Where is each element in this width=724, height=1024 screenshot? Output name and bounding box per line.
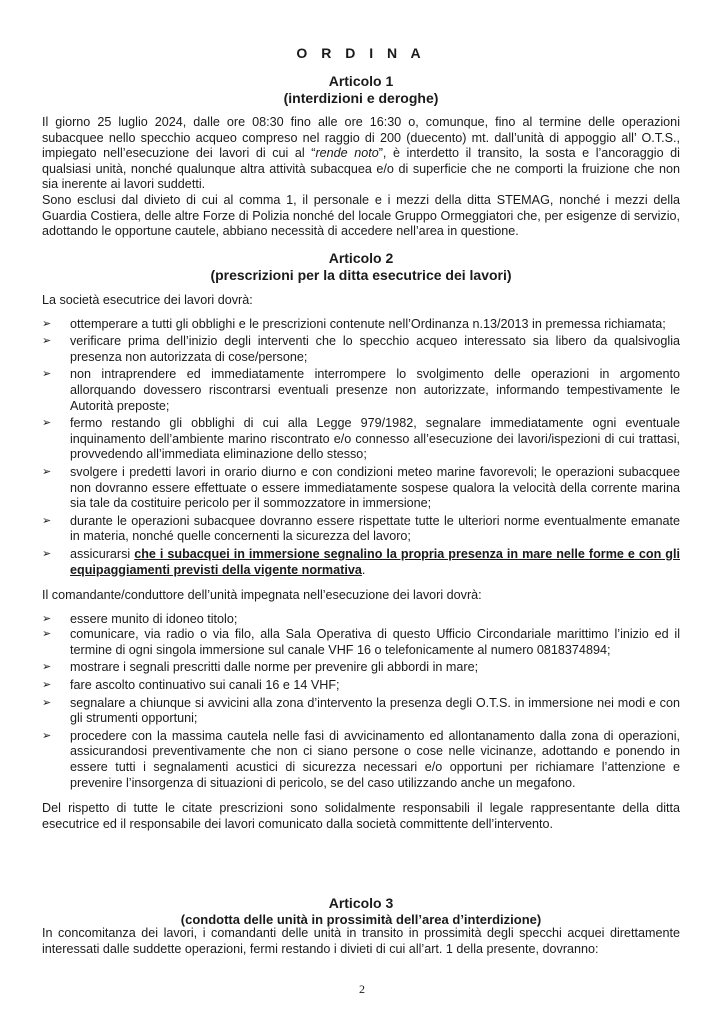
article-1-heading (42, 73, 680, 107)
list-item (42, 696, 680, 727)
page-number: 2 (359, 982, 365, 996)
commander-intro: Il comandante/conduttore dell’unità impegnata nell’esecuzione dei lavori dovrà: (42, 588, 482, 603)
list-item (42, 334, 680, 365)
arrow-bullet-icon: ➢ (42, 417, 52, 430)
list-item-text: procedere con la massima cautela nelle fasi di avvicinamento ed allontanamento dalla zona di operazioni, assicurandosi preventivamente che non ci siano persone o cose nelle vicinanze, adottando e ponendo in essere tutti i segnalamenti acustici di sicurezza necessari e/o opportuni per richiamare l’attenzione e prevenire l’insorgenza di situazioni di pericolo, se del caso utilizzando anche un megafono. (70, 728, 680, 790)
list-item (42, 514, 680, 545)
list-item-text: assicurarsi (70, 546, 135, 561)
article-1-body (42, 115, 680, 240)
article-3-subtitle: (condotta delle unità in prossimità dell’area d’interdizione) (180, 912, 542, 927)
article-2-body (42, 293, 680, 832)
list-item-text: . (361, 562, 366, 577)
commander-obligations-list (42, 612, 680, 792)
arrow-bullet-icon: ➢ (42, 696, 52, 709)
article-1-paragraph-1 (42, 115, 680, 193)
article-3-heading (42, 895, 680, 927)
list-item-text: durante le operazioni subacquee dovranno essere rispettate tutte le ulteriori norme eventualmente emanate in materia, nonché quelle concernenti la sicurezza del lavoro; (70, 513, 680, 544)
list-item (42, 729, 680, 791)
company-intro: La società esecutrice dei lavori dovrà: (42, 293, 253, 307)
list-item-text: fare ascolto continuativo sui canali 16 e 14 VHF; (70, 678, 340, 693)
arrow-bullet-icon: ➢ (42, 679, 52, 692)
list-item (42, 660, 680, 676)
arrow-bullet-icon: ➢ (42, 514, 52, 527)
article-2-heading (42, 250, 680, 284)
company-obligations-list (42, 317, 680, 579)
arrow-bullet-icon: ➢ (42, 729, 52, 742)
list-item-text: fermo restando gli obblighi di cui alla Legge 979/1982, segnalare immediatamente ogni eventuale inquinamento dell’ambiente marino riscontrato e/o connesso all’esecuzione dei lavori/ispezioni di cui trattasi, provvedendo all’immediata eliminazione dello stesso; (70, 416, 680, 462)
emphasized-requirement: che i subacquei in immersione segnalino la propria presenza in mare nelle forme e con gli equipaggiamenti previsti della vigente normativa (70, 546, 680, 577)
arrow-bullet-icon: ➢ (42, 317, 52, 330)
list-item (42, 547, 680, 578)
article-3-body (42, 926, 680, 957)
list-item (42, 317, 680, 333)
article-1-subtitle: (interdizioni e deroghe) (283, 90, 439, 106)
list-item (42, 612, 680, 628)
list-item-text: segnalare a chiunque si avvicini alla zona d’intervento la presenza degli O.T.S. in immersione nei modi e con gli strumenti opportuni; (70, 695, 680, 726)
arrow-bullet-icon: ➢ (42, 547, 52, 560)
list-item (42, 678, 680, 694)
arrow-bullet-icon: ➢ (42, 465, 52, 478)
responsibility-paragraph: Del rispetto di tutte le citate prescrizioni sono solidalmente responsabili il legale rappresentante della ditta esecutrice ed il responsabile dei lavori comunicato dalla società committente dell’intervento. (42, 801, 680, 831)
list-item (42, 465, 680, 512)
list-item-text: ottemperare a tutti gli obblighi e le prescrizioni contenute nell’Ordinanza n.13/2013 in premessa richiamata; (70, 316, 666, 331)
arrow-bullet-icon: ➢ (42, 661, 52, 674)
text-run: ”, è interdetto il transito, la sosta e l’ancoraggio di qualsiasi unità, nonché qualunque altra attività subacquea e/o di superficie che ne comporti la fruizione che non sia inerente ai lavori suddetti. (42, 146, 680, 192)
article-3-paragraph-1: In concomitanza dei lavori, i comandanti delle unità in transito in prossimità degli specchi acquei direttamente interessati dalle suddette operazioni, fermi restando i divieti di cui all’art. 1 della presente, dovranno: (42, 926, 680, 956)
list-item-text: comunicare, via radio o via filo, alla Sala Operativa di questo Ufficio Circondariale marittimo l’inizio ed il termine di ogni singola immersione sul canale VHF 16 o telefonicamente al numero 0818374894; (70, 627, 680, 657)
order-heading: O R D I N A (296, 45, 426, 61)
arrow-bullet-icon: ➢ (42, 628, 52, 641)
list-item-text: essere munito di idoneo titolo; (70, 611, 238, 626)
arrow-bullet-icon: ➢ (42, 368, 52, 381)
article-1-paragraph-2: Sono esclusi dal divieto di cui al comma 1, il personale e i mezzi della ditta STEMAG, nonché i mezzi della Guardia Costiera, delle altre Forze di Polizia nonché del locale Gruppo Ormeggiatori che, per esigenze di servizio, adottando le opportune cautele, abbiano necessità di accedere nell’area in questione. (42, 192, 680, 239)
list-item (42, 627, 680, 658)
rende-noto-italic: rende noto (315, 146, 379, 161)
article-2-title: Articolo 2 (328, 250, 394, 266)
list-item-text: non intraprendere ed immediatamente interrompere lo svolgimento delle operazioni in argomento allorquando dovessero riscontrarsi eventuali presenze non autorizzate, informando tempestivamente le Autorità preposte; (70, 367, 680, 413)
list-item-text: mostrare i segnali prescritti dalle norme per prevenire gli abbordi in mare; (70, 660, 479, 675)
list-item (42, 367, 680, 414)
list-item-text: svolgere i predetti lavori in orario diurno e con condizioni meteo marine favorevoli; le operazioni subacquee non dovranno essere effettuate o essere immediatamente sospese qualora la velocità della corrente marina sia tale da costituire pericolo per il sommozzatore in immersione; (70, 464, 680, 511)
article-2-subtitle: (prescrizioni per la ditta esecutrice dei lavori) (210, 267, 512, 283)
article-3-title: Articolo 3 (328, 895, 394, 911)
arrow-bullet-icon: ➢ (42, 612, 52, 625)
list-item-text: verificare prima dell’inizio degli interventi che lo specchio acqueo interessato sia libero da qualsivoglia presenza non autorizzata di cose/persone; (70, 334, 680, 364)
arrow-bullet-icon: ➢ (42, 335, 52, 348)
text-run: Il giorno 25 luglio 2024, dalle ore 08:30 fino alle ore 16:30 o, comunque, fino al termine delle operazioni subacquee nello specchio acqueo compreso nel raggio di 200 (duecento) mt. dall’unità di appoggio all’ O.T.S., impiegato nell’esecuzione dei lavori di cui al “ (42, 115, 680, 161)
article-1-title: Articolo 1 (328, 73, 394, 89)
list-item (42, 416, 680, 463)
